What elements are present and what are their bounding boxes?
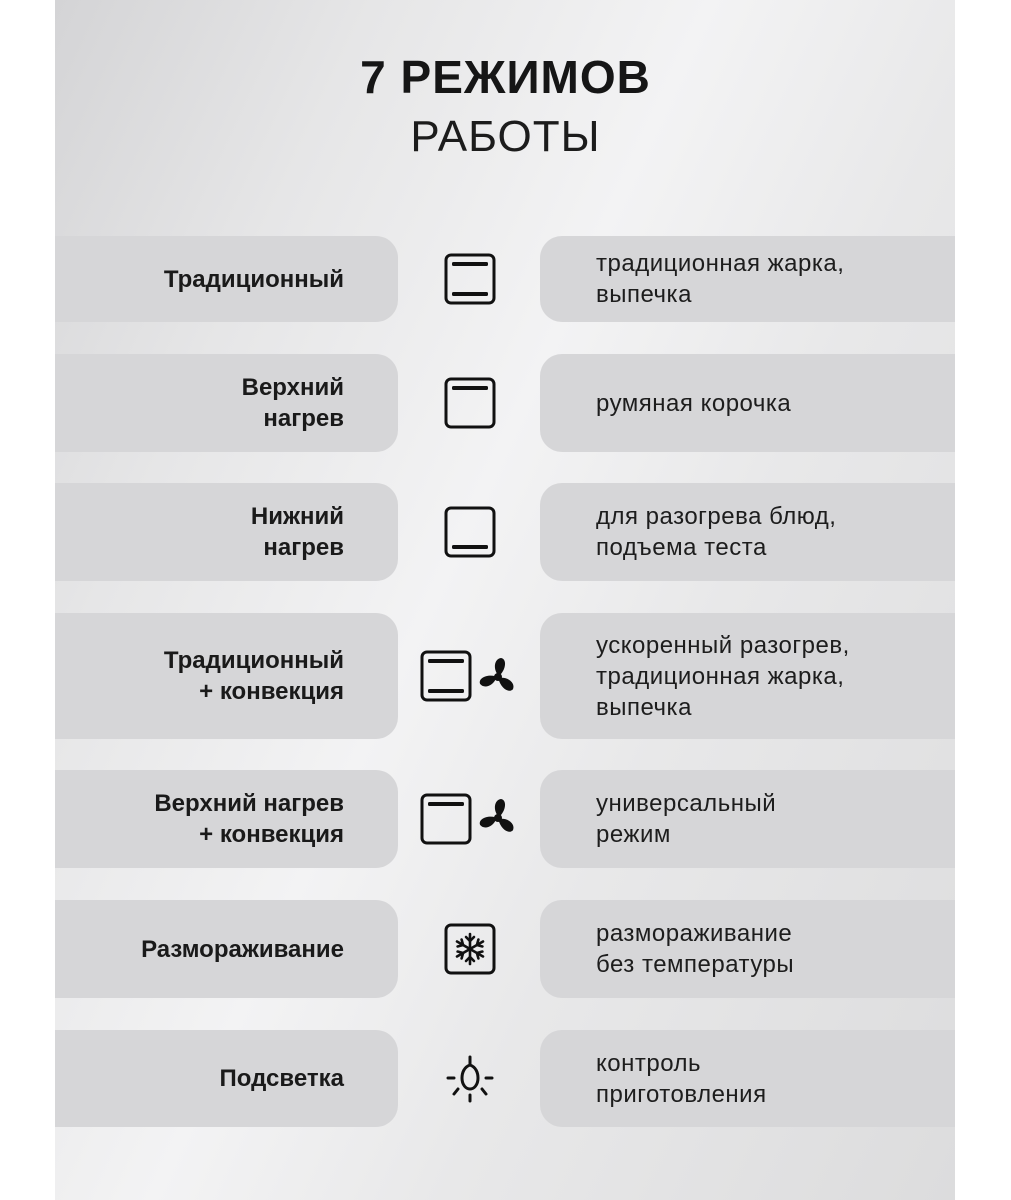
mode-description-pill bbox=[540, 613, 955, 739]
mode-description: ускоренный разогрев, традиционная жарка, выпечка bbox=[596, 631, 850, 721]
bottom-heat-icon bbox=[408, 483, 532, 581]
background-panel bbox=[55, 0, 955, 1200]
mode-description-pill bbox=[540, 354, 955, 452]
mode-description: универсальный режим bbox=[596, 790, 777, 848]
top-heat-fan-icon bbox=[408, 770, 532, 868]
mode-name-pill bbox=[55, 483, 398, 581]
mode-description-pill bbox=[540, 900, 955, 998]
mode-row-traditional bbox=[0, 236, 1011, 322]
defrost-snowflake-icon bbox=[408, 900, 532, 998]
mode-description: контроль приготовления bbox=[596, 1049, 767, 1108]
mode-description: румяная корочка bbox=[596, 389, 792, 417]
page-title: 7 РЕЖИМОВ bbox=[360, 51, 651, 103]
mode-name: Нижний нагрев bbox=[250, 503, 344, 561]
mode-name: Размораживание bbox=[141, 935, 344, 963]
mode-name-pill bbox=[55, 613, 398, 739]
mode-description-pill bbox=[540, 483, 955, 581]
mode-name-pill bbox=[55, 354, 398, 452]
mode-description: для разогрева блюд, подъема теста bbox=[596, 503, 837, 561]
mode-description: традиционная жарка, выпечка bbox=[596, 250, 845, 308]
mode-name: Верхний нагрев bbox=[241, 374, 344, 432]
mode-name-pill bbox=[55, 900, 398, 998]
mode-name: Подсветка bbox=[219, 1065, 344, 1092]
mode-name-pill bbox=[55, 236, 398, 322]
mode-name: Традиционный bbox=[163, 265, 344, 293]
mode-row-traditional-convection bbox=[0, 613, 1011, 739]
mode-row-light bbox=[0, 1030, 1011, 1127]
mode-description-pill bbox=[540, 236, 955, 322]
mode-row-bottom-heat bbox=[0, 483, 1011, 581]
mode-name: Верхний нагрев + конвекция bbox=[154, 790, 344, 848]
mode-name: Традиционный + конвекция bbox=[163, 647, 344, 705]
mode-name-pill bbox=[55, 1030, 398, 1127]
mode-row-defrost bbox=[0, 900, 1011, 998]
top-heat-icon bbox=[408, 354, 532, 452]
mode-description-pill bbox=[540, 770, 955, 868]
mode-description: размораживание без температуры bbox=[596, 920, 795, 978]
mode-row-top-heat-convection bbox=[0, 770, 1011, 868]
mode-description-pill bbox=[540, 1030, 955, 1127]
page-subtitle: РАБОТЫ bbox=[410, 112, 601, 161]
mode-row-top-heat bbox=[0, 354, 1011, 452]
light-bulb-icon bbox=[408, 1030, 532, 1127]
mode-name-pill bbox=[55, 770, 398, 868]
top-bottom-heat-icon bbox=[408, 236, 532, 322]
top-bottom-heat-fan-icon bbox=[408, 613, 532, 739]
